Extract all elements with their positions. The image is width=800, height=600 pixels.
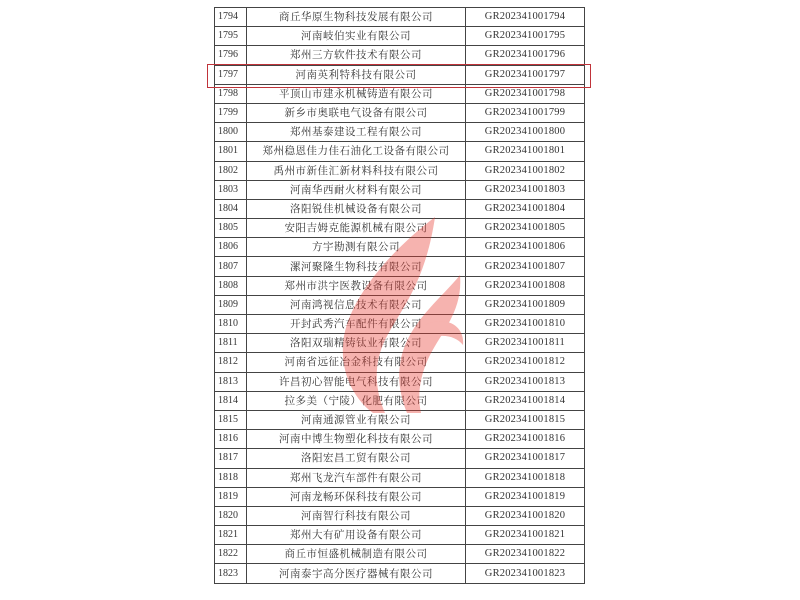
company-name-cell: 禹州市新佳汇新材料科技有限公司: [247, 161, 466, 180]
table-row: [215, 295, 585, 314]
company-name-cell: 郑州飞龙汽车部件有限公司: [247, 468, 466, 487]
table-row: [215, 8, 585, 27]
table-row: [215, 199, 585, 218]
row-number-cell: 1814: [215, 391, 247, 410]
company-name-cell: 方宇勘测有限公司: [247, 238, 466, 257]
table-row: [215, 506, 585, 525]
row-number-cell: 1816: [215, 430, 247, 449]
table-row: [215, 123, 585, 142]
row-number-cell: 1805: [215, 219, 247, 238]
row-number-cell: 1798: [215, 84, 247, 103]
certificate-number-cell: GR202341001816: [466, 430, 585, 449]
company-name-cell: 平顶山市建永机械铸造有限公司: [247, 84, 466, 103]
company-name-cell: 漯河聚隆生物科技有限公司: [247, 257, 466, 276]
row-number-cell: 1802: [215, 161, 247, 180]
company-name-cell: 河南华西耐火材料有限公司: [247, 180, 466, 199]
certificate-number-cell: GR202341001809: [466, 295, 585, 314]
company-name-cell: 郑州基泰建设工程有限公司: [247, 123, 466, 142]
company-name-cell: 开封武秀汽车配件有限公司: [247, 315, 466, 334]
table-row: [215, 449, 585, 468]
company-name-cell: 郑州稳恩佳力佳石油化工设备有限公司: [247, 142, 466, 161]
company-name-cell: 河南英利特科技有限公司: [247, 65, 466, 84]
company-name-cell: 河南通源管业有限公司: [247, 410, 466, 429]
certificate-number-cell: GR202341001811: [466, 334, 585, 353]
certificate-number-cell: GR202341001815: [466, 410, 585, 429]
company-name-cell: 安阳吉姆克能源机械有限公司: [247, 219, 466, 238]
table-row: [215, 276, 585, 295]
certificate-number-cell: GR202341001823: [466, 564, 585, 583]
table-row: [215, 430, 585, 449]
row-number-cell: 1797: [215, 65, 247, 84]
certificate-number-cell: GR202341001795: [466, 27, 585, 46]
row-number-cell: 1794: [215, 8, 247, 27]
company-name-cell: 新乡市奥联电气设备有限公司: [247, 103, 466, 122]
company-name-cell: 许昌初心智能电气科技有限公司: [247, 372, 466, 391]
company-name-cell: 河南中博生物塑化科技有限公司: [247, 430, 466, 449]
row-number-cell: 1819: [215, 487, 247, 506]
certificate-number-cell: GR202341001819: [466, 487, 585, 506]
certificate-number-cell: GR202341001810: [466, 315, 585, 334]
table-row: [215, 161, 585, 180]
row-number-cell: 1811: [215, 334, 247, 353]
company-name-cell: 郑州三方软件技术有限公司: [247, 46, 466, 65]
certificate-number-cell: GR202341001804: [466, 199, 585, 218]
company-name-cell: 拉多美（宁陵）化肥有限公司: [247, 391, 466, 410]
certificate-number-cell: GR202341001818: [466, 468, 585, 487]
certificate-number-cell: GR202341001808: [466, 276, 585, 295]
row-number-cell: 1796: [215, 46, 247, 65]
certificate-number-cell: GR202341001796: [466, 46, 585, 65]
company-name-cell: 洛阳双瑞精铸钛业有限公司: [247, 334, 466, 353]
table-row: [215, 219, 585, 238]
certificate-number-cell: GR202341001798: [466, 84, 585, 103]
certificate-number-cell: GR202341001797: [466, 65, 585, 84]
certificate-number-cell: GR202341001812: [466, 353, 585, 372]
company-name-cell: 河南智行科技有限公司: [247, 506, 466, 525]
table-row: [215, 487, 585, 506]
certificate-number-cell: GR202341001799: [466, 103, 585, 122]
table-row: [215, 315, 585, 334]
table-row: [215, 372, 585, 391]
table-row: [215, 142, 585, 161]
certificate-number-cell: GR202341001800: [466, 123, 585, 142]
certificate-number-cell: GR202341001803: [466, 180, 585, 199]
certificate-number-cell: GR202341001813: [466, 372, 585, 391]
row-number-cell: 1809: [215, 295, 247, 314]
row-number-cell: 1799: [215, 103, 247, 122]
company-name-cell: 河南鸿视信息技术有限公司: [247, 295, 466, 314]
table-row: [215, 353, 585, 372]
company-name-cell: 商丘市恒盛机械制造有限公司: [247, 545, 466, 564]
table-row: [215, 180, 585, 199]
table-row: [215, 564, 585, 583]
company-name-cell: 河南龙畅环保科技有限公司: [247, 487, 466, 506]
table-row: [215, 103, 585, 122]
row-number-cell: 1820: [215, 506, 247, 525]
row-number-cell: 1813: [215, 372, 247, 391]
table-row: [215, 391, 585, 410]
table-row: [215, 468, 585, 487]
company-name-cell: 洛阳宏昌工贸有限公司: [247, 449, 466, 468]
row-number-cell: 1807: [215, 257, 247, 276]
row-number-cell: 1806: [215, 238, 247, 257]
certificate-number-cell: GR202341001822: [466, 545, 585, 564]
certificate-number-cell: GR202341001794: [466, 8, 585, 27]
certificate-number-cell: GR202341001821: [466, 526, 585, 545]
company-name-cell: 郑州市洪宇医教设备有限公司: [247, 276, 466, 295]
company-name-cell: 商丘华原生物科技发展有限公司: [247, 8, 466, 27]
row-number-cell: 1818: [215, 468, 247, 487]
row-number-cell: 1817: [215, 449, 247, 468]
table-row: [215, 84, 585, 103]
certificate-number-cell: GR202341001801: [466, 142, 585, 161]
company-name-cell: 河南岐伯实业有限公司: [247, 27, 466, 46]
table-row: [215, 334, 585, 353]
table-row: [215, 46, 585, 65]
company-name-cell: 郑州大有矿用设备有限公司: [247, 526, 466, 545]
row-number-cell: 1822: [215, 545, 247, 564]
table-row: [215, 410, 585, 429]
row-number-cell: 1821: [215, 526, 247, 545]
company-certificate-table: [214, 7, 585, 584]
certificate-number-cell: GR202341001814: [466, 391, 585, 410]
row-number-cell: 1795: [215, 27, 247, 46]
table-body: [215, 8, 585, 584]
row-number-cell: 1808: [215, 276, 247, 295]
row-number-cell: 1804: [215, 199, 247, 218]
table-row: [215, 27, 585, 46]
company-name-cell: 洛阳锐佳机械设备有限公司: [247, 199, 466, 218]
certificate-number-cell: GR202341001820: [466, 506, 585, 525]
row-number-cell: 1823: [215, 564, 247, 583]
row-number-cell: 1815: [215, 410, 247, 429]
table-row: [215, 526, 585, 545]
row-number-cell: 1801: [215, 142, 247, 161]
certificate-number-cell: GR202341001817: [466, 449, 585, 468]
company-name-cell: 河南泰宇高分医疗器械有限公司: [247, 564, 466, 583]
table-row: [215, 238, 585, 257]
row-number-cell: 1810: [215, 315, 247, 334]
row-number-cell: 1803: [215, 180, 247, 199]
row-number-cell: 1812: [215, 353, 247, 372]
certificate-number-cell: GR202341001806: [466, 238, 585, 257]
company-name-cell: 河南省远征冶金科技有限公司: [247, 353, 466, 372]
certificate-number-cell: GR202341001802: [466, 161, 585, 180]
table-row: [215, 545, 585, 564]
row-number-cell: 1800: [215, 123, 247, 142]
table-row: [215, 257, 585, 276]
certificate-number-cell: GR202341001807: [466, 257, 585, 276]
certificate-number-cell: GR202341001805: [466, 219, 585, 238]
table-row-highlighted: [215, 65, 585, 84]
